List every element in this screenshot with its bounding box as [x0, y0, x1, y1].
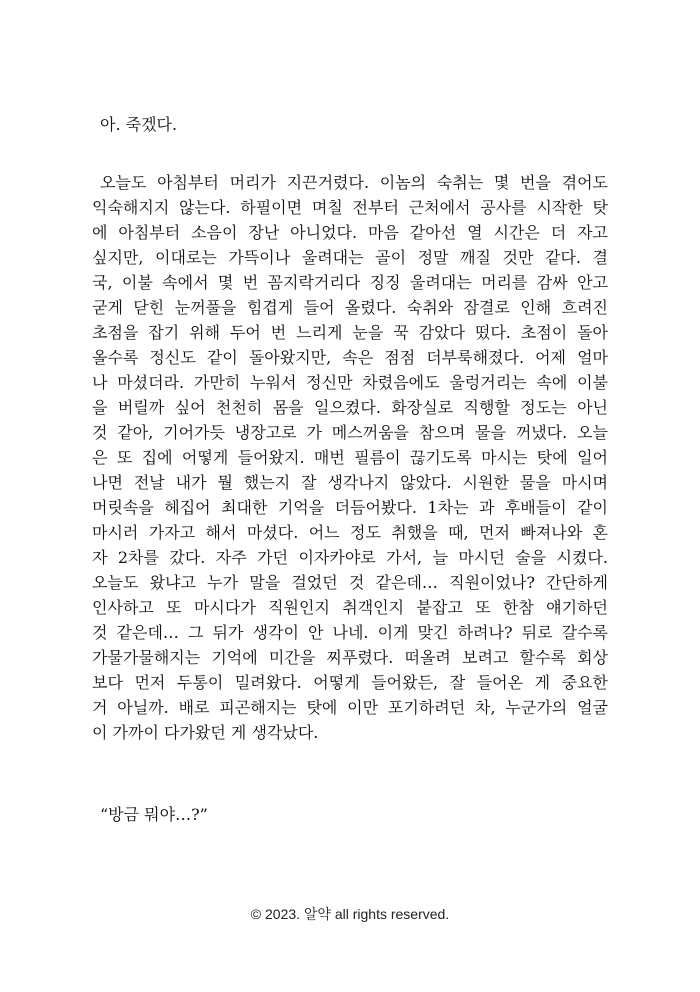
paragraph-line: 가물가물해지는 기억에 미간을 찌푸렸다. 떠올려 보려고 할수록 회상 [92, 648, 608, 667]
paragraph-line: 나면 전날 내가 뭘 했는지 잘 생각나지 않았다. 시원한 물을 마시며 [92, 473, 608, 492]
paragraph-line: 에 아침부터 소음이 장난 아니었다. 마음 같아선 열 시간은 더 자고 [92, 223, 608, 242]
paragraph-line: 이 가까이 다가왔던 게 생각났다. [92, 723, 319, 742]
paragraph-line: 거 아닐까. 배로 피곤해지는 탓에 이만 포기하려던 차, 누군가의 얼굴 [92, 698, 608, 717]
paragraph-line: 자 2차를 갔다. 자주 가던 이자카야로 가서, 늘 마시던 술을 시켰다. [92, 548, 608, 567]
paragraph-line: 국, 이불 속에서 몇 번 꼼지락거리다 징징 울려대는 머리를 감싸 안고 [92, 273, 608, 292]
paragraph-line: 머릿속을 헤집어 최대한 기억을 더듬어봤다. 1차는 과 후배들이 같이 [92, 498, 608, 517]
paragraph-line: 인사하고 또 마시다가 직원인지 취객인지 붙잡고 또 한참 얘기하던 [92, 598, 608, 617]
copyright-footer: © 2023. 알약 all rights reserved. [250, 906, 450, 922]
paragraph-line: 것 같은데… 그 뒤가 생각이 안 나네. 이게 맞긴 하려나? 뒤로 갈수록 [92, 623, 608, 642]
opening-line: 아. 죽겠다. [100, 115, 178, 134]
paragraph-line: 을 버릴까 싶어 천천히 몸을 일으켰다. 화장실로 직행할 정도는 아닌 [92, 398, 608, 417]
paragraph-line: 나 마셨더라. 가만히 누워서 정신만 차렸음에도 울렁거리는 속에 이불 [92, 373, 608, 392]
paragraph-line: 은 또 집에 어떻게 들어왔지. 매번 필름이 끊기도록 마시는 탓에 일어 [92, 448, 608, 467]
paragraph-line: 오늘도 아침부터 머리가 지끈거렸다. 이놈의 숙취는 몇 번을 겪어도 [100, 173, 608, 192]
paragraph-line: 오늘도 왔냐고 누가 말을 걸었던 것 같은데… 직원이었나? 간단하게 [92, 573, 608, 592]
paragraph-line: 마시러 가자고 해서 마셨다. 어느 정도 취했을 때, 먼저 빠져나와 혼 [92, 523, 608, 542]
paragraph-line: 싶지만, 이대로는 가뜩이나 울려대는 골이 정말 깨질 것만 같다. 결 [92, 248, 608, 267]
paragraph-line: 굳게 닫힌 눈꺼풀을 힘겹게 들어 올렸다. 숙취와 잠결로 인해 흐려진 [92, 298, 608, 317]
paragraph-line: 익숙해지지 않는다. 하필이면 며칠 전부터 근처에서 공사를 시작한 탓 [92, 198, 608, 217]
dialogue-line: “방금 뭐야…?” [100, 805, 208, 824]
paragraph-line: 초점을 잡기 위해 두어 번 느리게 눈을 꾹 감았다 떴다. 초점이 돌아 [92, 323, 608, 342]
paragraph-line: 올수록 정신도 같이 돌아왔지만, 속은 점점 더부룩해졌다. 어제 얼마 [92, 348, 608, 367]
paragraph-line: 것 같아, 기어가듯 냉장고로 가 메스꺼움을 참으며 물을 꺼냈다. 오늘 [92, 423, 608, 442]
paragraph-line: 보다 먼저 두통이 밀려왔다. 어떻게 들어왔든, 잘 들어온 게 중요한 [92, 673, 608, 692]
